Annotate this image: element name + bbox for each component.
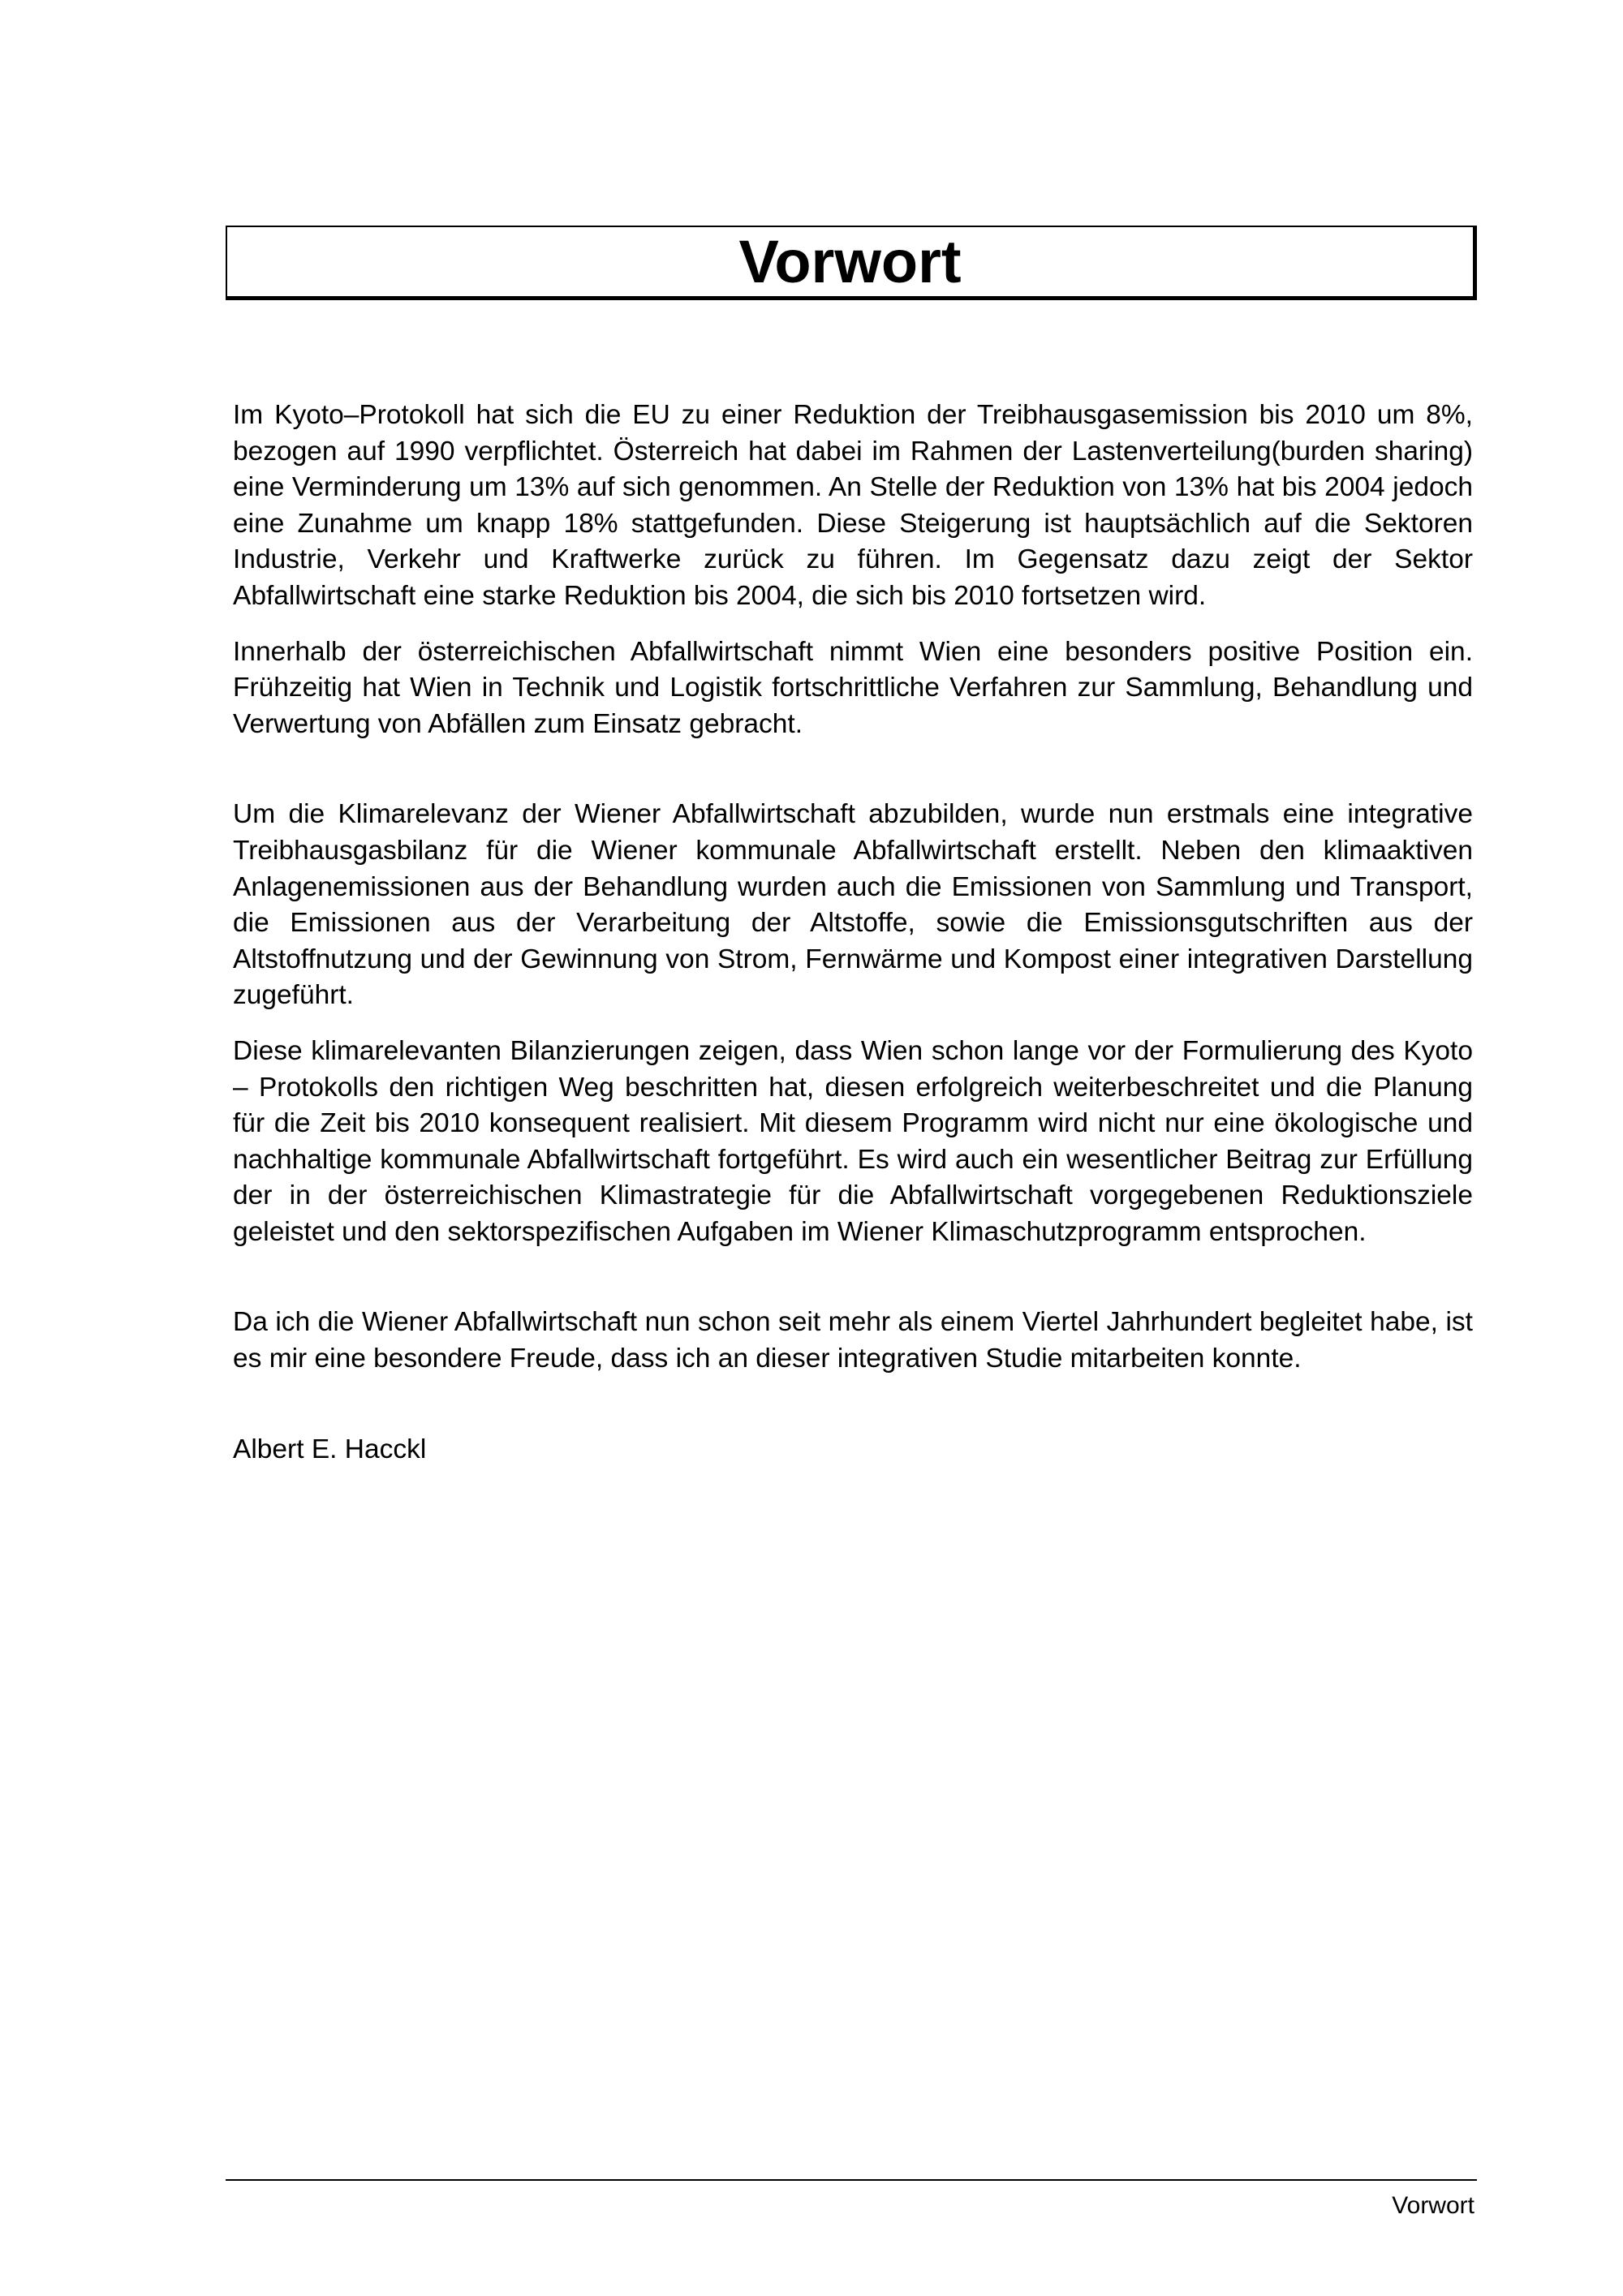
title-box [226,226,1477,300]
paragraph-personal: Da ich die Wiener Abfallwirtschaft nun schon seit mehr als einem Viertel Jahrhundert begleitet habe, ist es mir eine besondere Freude, dass ich an dieser integrativen Studie mitarbeiten konnte. [233,1307,1473,1374]
page-title: Vorwort [738,228,962,295]
footer-divider [226,2179,1477,2181]
paragraph-results: Diese klimarelevanten Bilanzierungen zeigen, dass Wien schon lange vor der Formulierung des Kyoto – Protokolls den richtigen Weg beschritten hat, diesen erfolgreich weiterbeschreitet und die Planung für die Zeit bis 2010 konsequent realisiert. Mit diesem Programm wird nicht nur eine ökologische und nachhaltige kommunale Abfallwirtschaft fortgeführt. Es wird auch ein wesentlicher Beitrag zur Erfüllung der in der österreichischen Klimastrategie für die Abfallwirtschaft vorgegebenen Reduktionsziele geleistet und den sektorspezifischen Aufgaben im Wiener Klimaschutzprogramm entsprochen. [233,1035,1473,1247]
author-signature: Albert E. Hacckl [233,1434,427,1464]
paragraph-kyoto: Im Kyoto–Protokoll hat sich die EU zu einer Reduktion der Treibhausgasemission bis 2010 um 8%, bezogen auf 1990 verpflichtet. Österreich hat dabei im Rahmen der Lastenverteilung(burden sharing) eine Verminderung um 13% auf sich genommen. An Stelle der Reduktion von 13% hat bis 2004 jedoch eine Zunahme um knapp 18% stattgefunden. Diese Steigerung ist hauptsächlich auf die Sektoren Industrie, Verkehr und Kraftwerke zurück zu führen. Im Gegensatz dazu zeigt der Sektor Abfallwirtschaft eine starke Reduktion bis 2004, die sich bis 2010 fortsetzen wird. [233,400,1473,611]
paragraph-climate-balance: Um die Klimarelevanz der Wiener Abfallwirtschaft abzubilden, wurde nun erstmals eine integrative Treibhausgasbilanz für die Wiener kommunale Abfallwirtschaft erstellt. Neben den klimaaktiven Anlagenemissionen aus der Behandlung wurden auch die Emissionen von Sammlung und Transport, die Emissionen aus der Verarbeitung der Altstoffe, sowie die Emissionsgutschriften aus der Altstoffnutzung und der Gewinnung von Strom, Fernwärme und Kompost einer integrativen Darstellung zugeführt. [233,799,1473,1011]
paragraph-vienna-position: Innerhalb der österreichischen Abfallwirtschaft nimmt Wien eine besonders positive Position ein. Frühzeitig hat Wien in Technik und Logistik fortschrittliche Verfahren zur Sammlung, Behandlung und Verwertung von Abfällen zum Einsatz gebracht. [233,636,1473,739]
footer-label: Vorwort [1392,2192,1474,2219]
body-text [233,398,1473,1468]
